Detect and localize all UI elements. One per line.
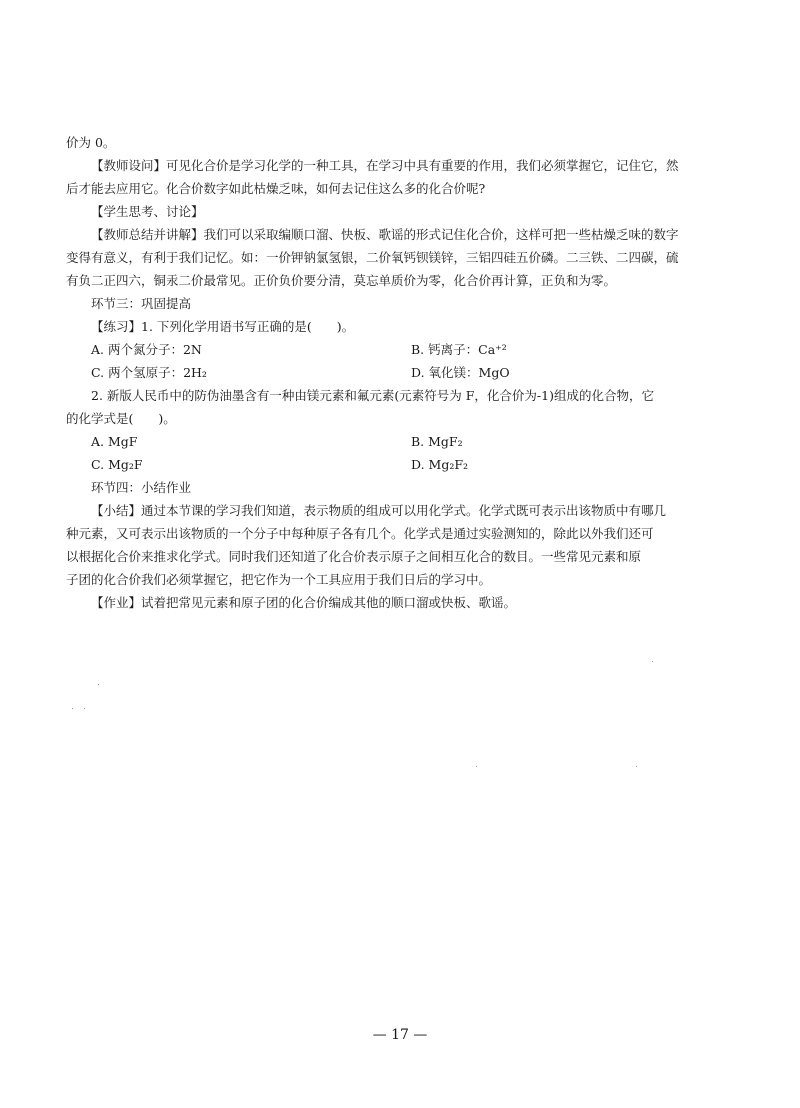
scan-speck <box>636 766 637 767</box>
text-line: 种元素，又可表示出该物质的一个分子中每种原子各有几个。化学式是通过实验测知的，除此以外我们还可 <box>66 526 654 541</box>
scan-speck <box>98 684 99 685</box>
student-discussion-heading: 【学生思考、讨论】 <box>91 204 204 219</box>
section-heading: 环节四：小结作业 <box>91 480 192 495</box>
scan-speck <box>84 708 85 709</box>
document-body <box>66 131 692 614</box>
q1-options-row-1 <box>66 338 692 361</box>
text-line: 后才能去应用它。化合价数字如此枯燥乏味，如何去记住这么多的化合价呢? <box>66 181 486 196</box>
exercise-question-2: 2. 新版人民币中的防伪油墨含有一种由镁元素和氟元素(元素符号为 F，化合价为-1)组成的化合物，它 <box>91 388 654 403</box>
q2-option-d: D. Mg₂F₂ <box>411 457 469 472</box>
scan-speck <box>476 766 477 767</box>
q2-option-b: B. MgF₂ <box>411 434 463 449</box>
text-line: 变得有意义，有利于我们记忆。如：一价钾钠氯氢银，二价氧钙钡镁锌，三铝四硅五价磷。二三铁、二四碳，硫 <box>66 250 679 265</box>
text-line: 价为 0。 <box>66 135 116 150</box>
text-line: 子团的化合价我们必须掌握它，把它作为一个工具应用于我们日后的学习中。 <box>66 572 492 587</box>
q1-options-row-2 <box>66 361 692 384</box>
homework-line: 【作业】试着把常见元素和原子团的化合价编成其他的顺口溜或快板、歌谣。 <box>91 595 517 610</box>
q1-option-d: D. 氧化镁：MgO <box>411 365 510 380</box>
q1-option-c: C. 两个氢原子：2H₂ <box>91 365 207 380</box>
q2-options-row-1 <box>66 430 692 453</box>
scan-speck <box>652 661 653 662</box>
exercise-question-1: 【练习】1. 下列化学用语书写正确的是( )。 <box>91 319 355 334</box>
q1-option-b: B. 钙离子：Ca⁺² <box>411 342 507 357</box>
section-heading: 环节三：巩固提高 <box>91 296 192 311</box>
text-line: 的化学式是( )。 <box>66 411 176 426</box>
text-line: 以根据化合价来推求化学式。同时我们还知道了化合价表示原子之间相互化合的数目。一些常见元素和原 <box>66 549 642 564</box>
text-line: 有负二正四六，铜汞二价最常见。正价负价要分清，莫忘单质价为零，化合价再计算，正负和为零。 <box>66 273 617 288</box>
teacher-summary-line: 【教师总结并讲解】我们可以采取编顺口溜、快板、歌谣的形式记住化合价，这样可把一些枯燥乏味的数字 <box>91 227 679 242</box>
scan-speck <box>72 708 73 709</box>
q2-option-c: C. Mg₂F <box>91 457 143 472</box>
q2-options-row-2 <box>66 453 692 476</box>
summary-line: 【小结】通过本节课的学习我们知道，表示物质的组成可以用化学式。化学式既可表示出该物质中有哪几 <box>91 503 667 518</box>
teacher-question-line: 【教师设问】可见化合价是学习化学的一种工具，在学习中具有重要的作用，我们必须掌握它，记住它，然 <box>91 158 679 173</box>
page-number: — 17 — <box>372 1027 428 1043</box>
q2-option-a: A. MgF <box>91 434 138 449</box>
q1-option-a: A. 两个氮分子：2N <box>91 342 202 357</box>
